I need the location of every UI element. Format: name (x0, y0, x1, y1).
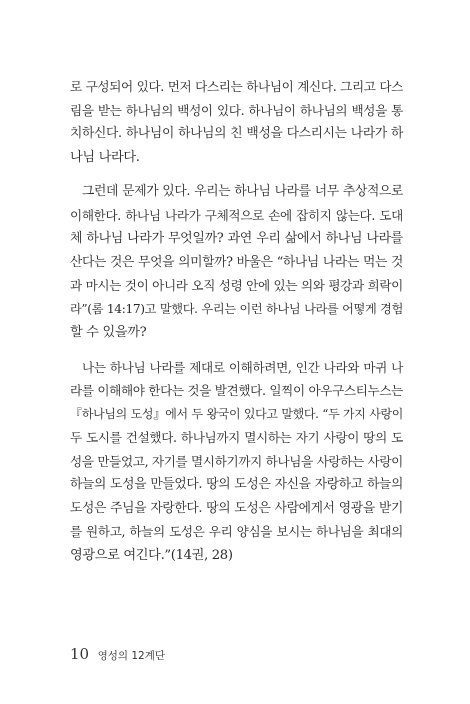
text-line: 과 마시는 것이 아니라 오직 성령 안에 있는 의와 평강과 희락이 (70, 278, 403, 293)
paragraph-3 (70, 356, 403, 568)
text-line: 라”(롬 14:17)고 말했다. 우리는 이런 하나님 나라를 어떻게 경험 (70, 301, 403, 316)
text-line: 『하나님의 도성』에서 두 왕국이 있다고 말했다. “두 가지 사랑이 (70, 406, 403, 421)
running-title: 영성의 12계단 (97, 650, 166, 662)
text-line: 나님 나라다. (70, 149, 140, 165)
text-line: 림을 받는 하나님의 백성이 있다. 하나님이 하나님의 백성을 통 (70, 102, 403, 118)
text-line: 성을 만들었고, 자기를 멸시하기까지 하나님을 사랑하는 사랑이 (70, 453, 403, 469)
text-line: 할 수 있을까? (70, 325, 147, 340)
text-line: 도성은 주님을 자랑한다. 땅의 도성은 사람에게서 영광을 받기 (70, 500, 403, 516)
body-text (70, 75, 403, 578)
text-line: 로 구성되어 있다. 먼저 다스리는 하나님이 계신다. 그리고 다스 (70, 79, 403, 94)
text-line: 라를 이해해야 한다는 것을 발견했다. 일찍이 아우구스티누스는 (70, 383, 403, 398)
text-line: 산다는 것은 무엇을 의미할까? 바울은 “하나님 나라는 먹는 것 (70, 254, 403, 270)
text-line: 치하신다. 하나님이 하나님의 친 백성을 다스리시는 나라가 하 (70, 126, 403, 141)
text-line: 영광으로 여긴다.”(14권, 28) (70, 547, 233, 563)
text-line: 나는 하나님 나라를 제대로 이해하려면, 인간 나라와 마귀 나 (82, 359, 403, 375)
text-line: 체 하나님 나라가 무엇일까? 과연 우리 삶에서 하나님 나라를 (70, 231, 403, 246)
page-number: 10 (70, 645, 90, 663)
text-line: 두 도시를 건설했다. 하나님까지 멸시하는 자기 사랑이 땅의 도 (70, 430, 403, 445)
text-line: 이해한다. 하나님 나라가 구체적으로 손에 잡히지 않는다. 도대 (70, 207, 403, 223)
text-line: 하늘의 도성을 만들었다. 땅의 도성은 자신을 자랑하고 하늘의 (70, 477, 403, 492)
text-line: 그런데 문제가 있다. 우리는 하나님 나라를 너무 추상적으로 (82, 184, 403, 199)
paragraph-1 (70, 75, 403, 169)
text-line: 를 원하고, 하늘의 도성은 우리 양심을 보시는 하나님을 최대의 (70, 524, 403, 539)
page-footer (70, 645, 165, 663)
paragraph-2 (70, 180, 403, 345)
